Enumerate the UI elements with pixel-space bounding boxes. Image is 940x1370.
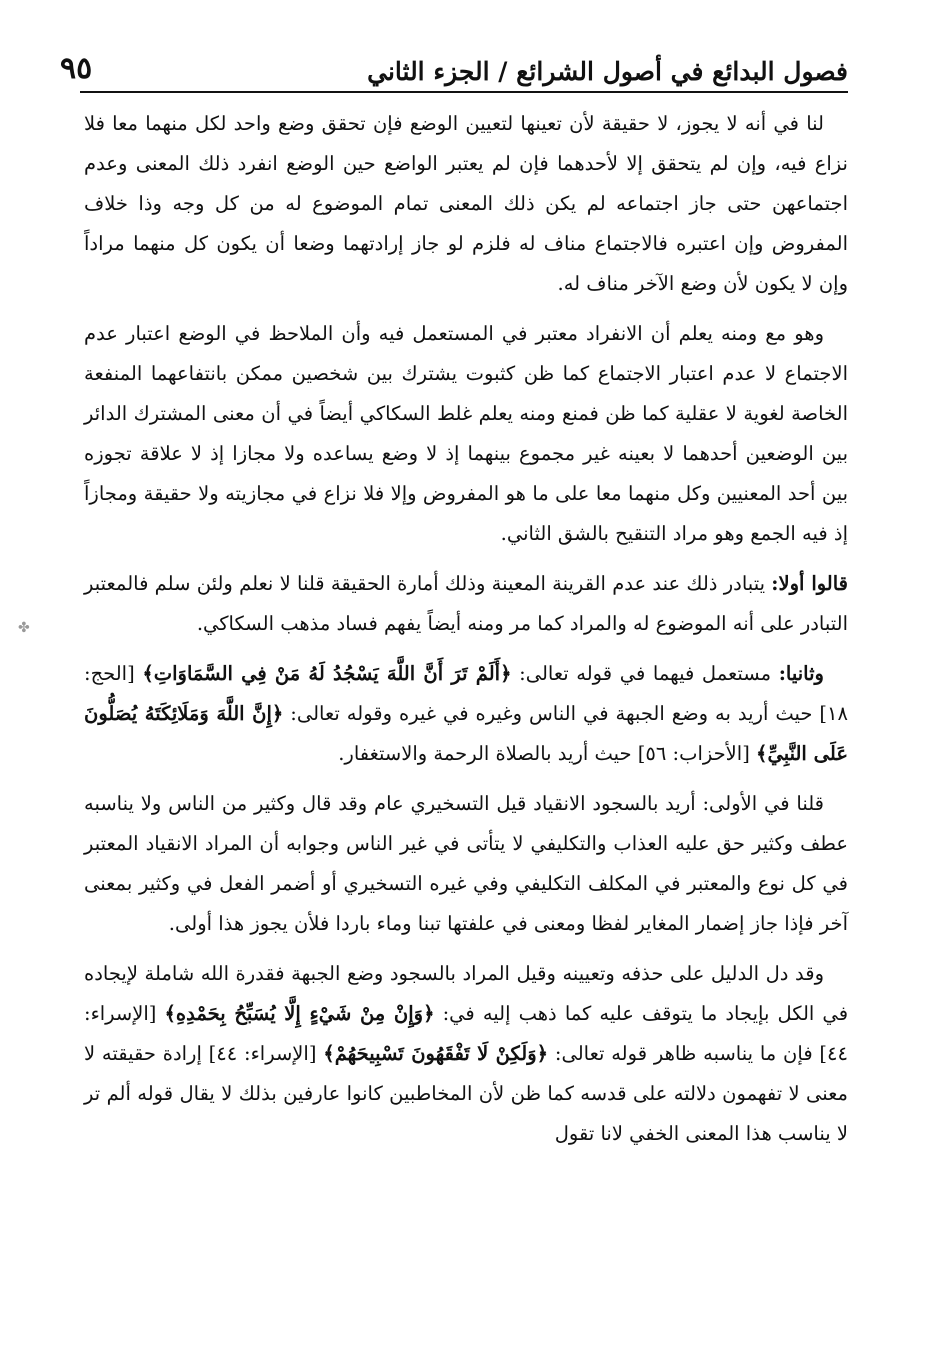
- paragraph-text: يتبادر ذلك عند عدم القرينة المعينة وذلك أمارة الحقيقة قلنا لا نعلم ولئن سلم فالمعتبر التبادر على أنه الموضوع له والمراد كما مر ومنه أيضاً يفهم فساد مذهب السكاكي.: [84, 572, 848, 635]
- paragraph-lead: وثانيا:: [778, 662, 824, 685]
- paragraph-1: [84, 104, 848, 304]
- quran-verse: ﴿وَإِنْ مِنْ شَيْءٍ إِلَّا يُسَبِّحُ بِحَمْدِهِ﴾: [164, 1002, 435, 1025]
- quran-verse: ﴿إِنَّ اللَّهَ وَمَلَائِكَتَهُ يُصَلُّونَ عَلَى النَّبِيِّ﴾: [84, 702, 848, 765]
- paragraph-text: [الحج: ١٨] حيث أريد به وضع الجبهة في الناس وغيره في غيره وقوله تعالى:: [84, 662, 848, 725]
- paragraph-text: [الإسراء: ٤٤] فإن ما يناسبه ظاهر قوله تعالى:: [84, 1002, 848, 1065]
- margin-ornament-icon: ✤: [18, 620, 30, 636]
- quran-verse: ﴿أَلَمْ تَرَ أَنَّ اللَّهَ يَسْجُدُ لَهُ مَنْ فِي السَّمَاوَاتِ﴾: [142, 662, 512, 685]
- paragraph-text: وقد دل الدليل على حذفه وتعيينه وقيل المراد بالسجود وضع الجبهة فقدرة الله شاملة لإيجاده في الكل بإيجاد ما يتوقف عليه كما ذهب إليه في:: [84, 962, 849, 1025]
- body-text: [84, 104, 848, 1164]
- paragraph-6: [84, 954, 848, 1154]
- paragraph-text: مستعمل فيهما في قوله تعالى:: [519, 662, 772, 685]
- header-rule: [80, 91, 848, 93]
- quran-verse: ﴿وَلَكِنْ لَا تَفْقَهُونَ تَسْبِيحَهُمْ﴾: [323, 1042, 549, 1065]
- paragraph-lead: قالوا أولا:: [771, 572, 849, 595]
- paragraph-4: [84, 654, 848, 774]
- paragraph-text: وهو مع ومنه يعلم أن الانفراد معتبر في المستعمل فيه وأن الملاحظ في الوضع اعتبار عدم الاجتماع لا عدم اعتبار الاجتماع كما ظن كثبوت يشترك بين شخصين ممكن بانتفاعهما المنفعة الخاصة لغوية لا عقلية كما ظن فمنع ومنه يعلم غلط السكاكي أيضاً في أن معنى المشترك الدائر بين الوضعين أحدهما لا بعينه غير مجموع بينهما إذ لا وضع يساعده ولا مجازا إذ لا علاقة تجوزه بين أحد المعنيين وكل منهما معا على ما هو المفروض وإلا فلا نزاع في مجازيته ولا حقيقة ومجازاً إذ فيه الجمع وهو مراد التنقيح بالشق الثاني.: [84, 322, 848, 545]
- paragraph-5: [84, 784, 848, 944]
- paragraph-text: [الإسراء: ٤٤] إرادة حقيقته لا معنى لا تفهمون دلالته على قدسه كما ظن لأن المخاطبين كانوا عارفين بذلك لا يقال قوله ألم تر لا يناسب هذا المعنى الخفي لانا تقول: [84, 1042, 848, 1145]
- page-header: [60, 36, 848, 86]
- running-title: فصول البدائع في أصول الشرائع / الجزء الثاني: [367, 57, 848, 86]
- paragraph-text: لنا في أنه لا يجوز، لا حقيقة لأن تعينها لتعيين الوضع فإن تحقق وضع واحد لكل منهما معا فلا نزاع فيه، وإن لم يتحقق إلا لأحدهما فإن لم يعتبر الواضع حين الوضع انفرد ذلك المعنى وعدم اجتماعهن حتى جاز اجتماعه لم يكن ذلك المعنى تمام الموضوع له من كل وجه وذا خلاف المفروض وإن اعتبره فالاجتماع مناف له فلزم لو جاز إرادتهما وضعا أن يكون كل منهما مراداً وإن لا يكون لأن وضع الآخر مناف له.: [84, 112, 848, 295]
- paragraph-text: [الأحزاب: ٥٦] حيث أريد بالصلاة الرحمة والاستغفار.: [338, 742, 750, 765]
- paragraph-3: [84, 564, 848, 644]
- paragraph-2: [84, 314, 848, 554]
- paragraph-text: قلنا في الأولى: أريد بالسجود الانقياد قيل التسخيري عام وقد قال وكثير من الناس ولا يناسبه عطف وكثير حق عليه العذاب والتكليفي لا يتأتى في غير الناس وجوابه أن المراد الانقياد المعتبر في كل نوع والمعتبر في المكلف التكليفي وفي غيره التسخيري أو أضمر الفعل في وكثير بمعنى آخر فإذا جاز إضمار المغاير لفظا ومعنى في علفتها تبنا وماء باردا فلأن يجوز هذا أولى.: [84, 792, 848, 935]
- page-number: ٩٥: [60, 51, 93, 86]
